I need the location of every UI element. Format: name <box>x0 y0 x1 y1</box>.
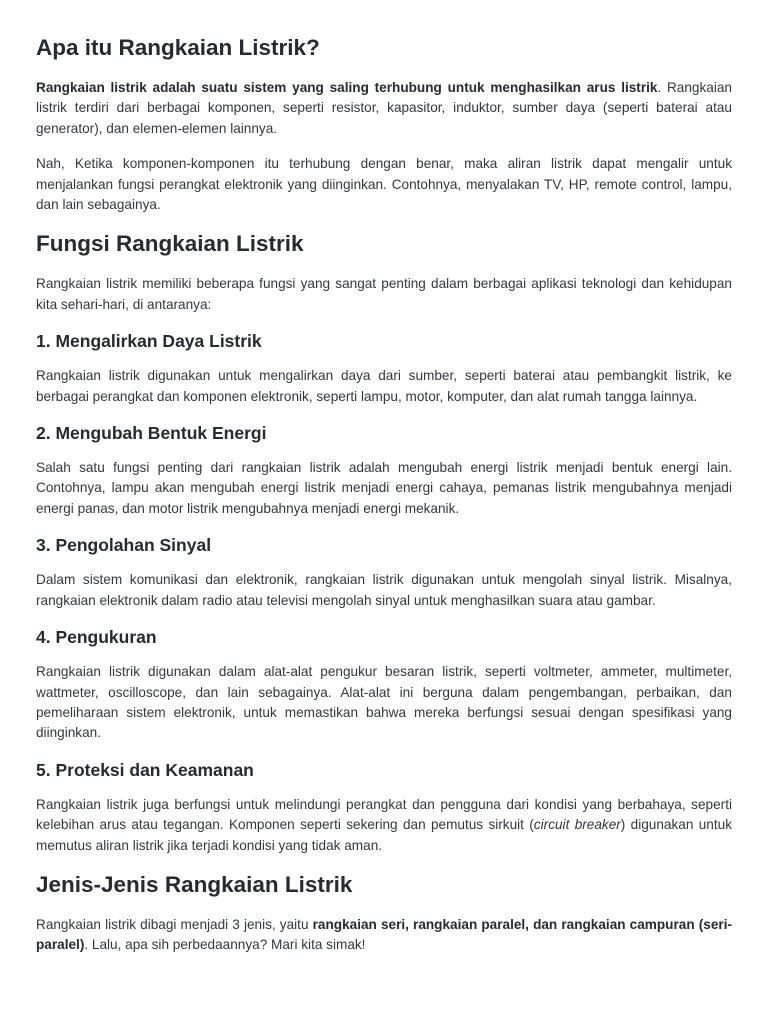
definition-rest-text: . Rangkaian listrik terdiri dari berbagai komponen, seperti resistor, kapasitor, induktor, sumber daya (seperti baterai atau generator), dan elemen-elemen lainnya. <box>36 80 732 136</box>
heading-jenis-jenis-rangkaian-listrik: Jenis-Jenis Rangkaian Listrik <box>36 871 353 897</box>
paragraph-fungsi-intro: Rangkaian listrik memiliki beberapa fungsi yang sangat penting dalam berbagai aplikasi teknologi dan kehidupan kita sehari-hari, di antaranya: <box>36 276 732 312</box>
jenis-text-after: . Lalu, apa sih perbedaannya? Mari kita simak! <box>84 937 366 953</box>
paragraph-definition <box>36 78 732 139</box>
subheading-fungsi-2: 2. Mengubah Bentuk Energi <box>36 423 267 444</box>
paragraph-jenis-intro <box>36 915 732 956</box>
subheading-fungsi-5: 5. Proteksi dan Keamanan <box>36 759 254 780</box>
heading-fungsi-rangkaian-listrik: Fungsi Rangkaian Listrik <box>36 231 304 257</box>
fungsi-5-text-after: ) digunakan untuk memutus aliran listrik jika terjadi kondisi yang tidak aman. <box>36 817 732 853</box>
fungsi-5-italic-term: circuit breaker <box>533 817 621 833</box>
paragraph-fungsi-5 <box>36 795 732 856</box>
subheading-fungsi-1: 1. Mengalirkan Daya Listrik <box>36 331 262 352</box>
definition-bold-text: Rangkaian listrik adalah suatu sistem yang saling terhubung untuk menghasilkan arus listrik <box>36 80 658 95</box>
jenis-text-before: Rangkaian listrik dibagi menjadi 3 jenis, yaitu <box>36 916 313 932</box>
subheading-fungsi-4: 4. Pengukuran <box>36 627 157 648</box>
subheading-fungsi-3: 3. Pengolahan Sinyal <box>36 535 212 556</box>
fungsi-5-text-before: Rangkaian listrik juga berfungsi untuk melindungi perangkat dan pengguna dari kondisi yang berbahaya, seperti kelebihan arus atau tegangan. Komponen seperti sekering dan pemutus sirkuit ( <box>36 796 732 833</box>
paragraph-fungsi-4: Rangkaian listrik digunakan dalam alat-alat pengukur besaran listrik, seperti voltmeter, ammeter, multimeter, wattmeter, oscilloscope, dan lain sebagainya. Alat-alat ini berguna dalam pengembangan, perbaikan, dan pemeliharaan sistem elektronik, untuk memastikan bahwa mereka berfungsi sesuai dengan spesifikasi yang diinginkan. <box>36 664 732 741</box>
paragraph-fungsi-1: Rangkaian listrik digunakan untuk mengalirkan daya dari sumber, seperti baterai atau pembangkit listrik, ke berbagai perangkat dan komponen elektronik, seperti lampu, motor, komputer, dan alat rumah tangga lainnya. <box>36 368 732 404</box>
paragraph-fungsi-3: Dalam sistem komunikasi dan elektronik, rangkaian listrik digunakan untuk mengolah sinyal listrik. Misalnya, rangkaian elektronik dalam radio atau televisi mengolah sinyal untuk menghasilkan suara atau gambar. <box>36 572 732 608</box>
paragraph-fungsi-2: Salah satu fungsi penting dari rangkaian listrik adalah mengubah energi listrik menjadi bentuk energi lain. Contohnya, lampu akan mengubah energi listrik menjadi energi cahaya, pemanas listrik mengubahnya menjadi energi panas, dan motor listrik mengubahnya menjadi energi mekanik. <box>36 460 732 516</box>
paragraph-function-example: Nah, Ketika komponen-komponen itu terhubung dengan benar, maka aliran listrik dapat mengalir untuk menjalankan fungsi perangkat elektronik yang diinginkan. Contohnya, menyalakan TV, HP, remote control, lampu, dan lain sebagainya. <box>36 156 732 213</box>
jenis-bold-text: rangkaian seri, rangkaian paralel, dan rangkaian campuran (seri-paralel) <box>36 916 732 953</box>
heading-apa-itu-rangkaian-listrik: Apa itu Rangkaian Listrik? <box>36 35 320 60</box>
